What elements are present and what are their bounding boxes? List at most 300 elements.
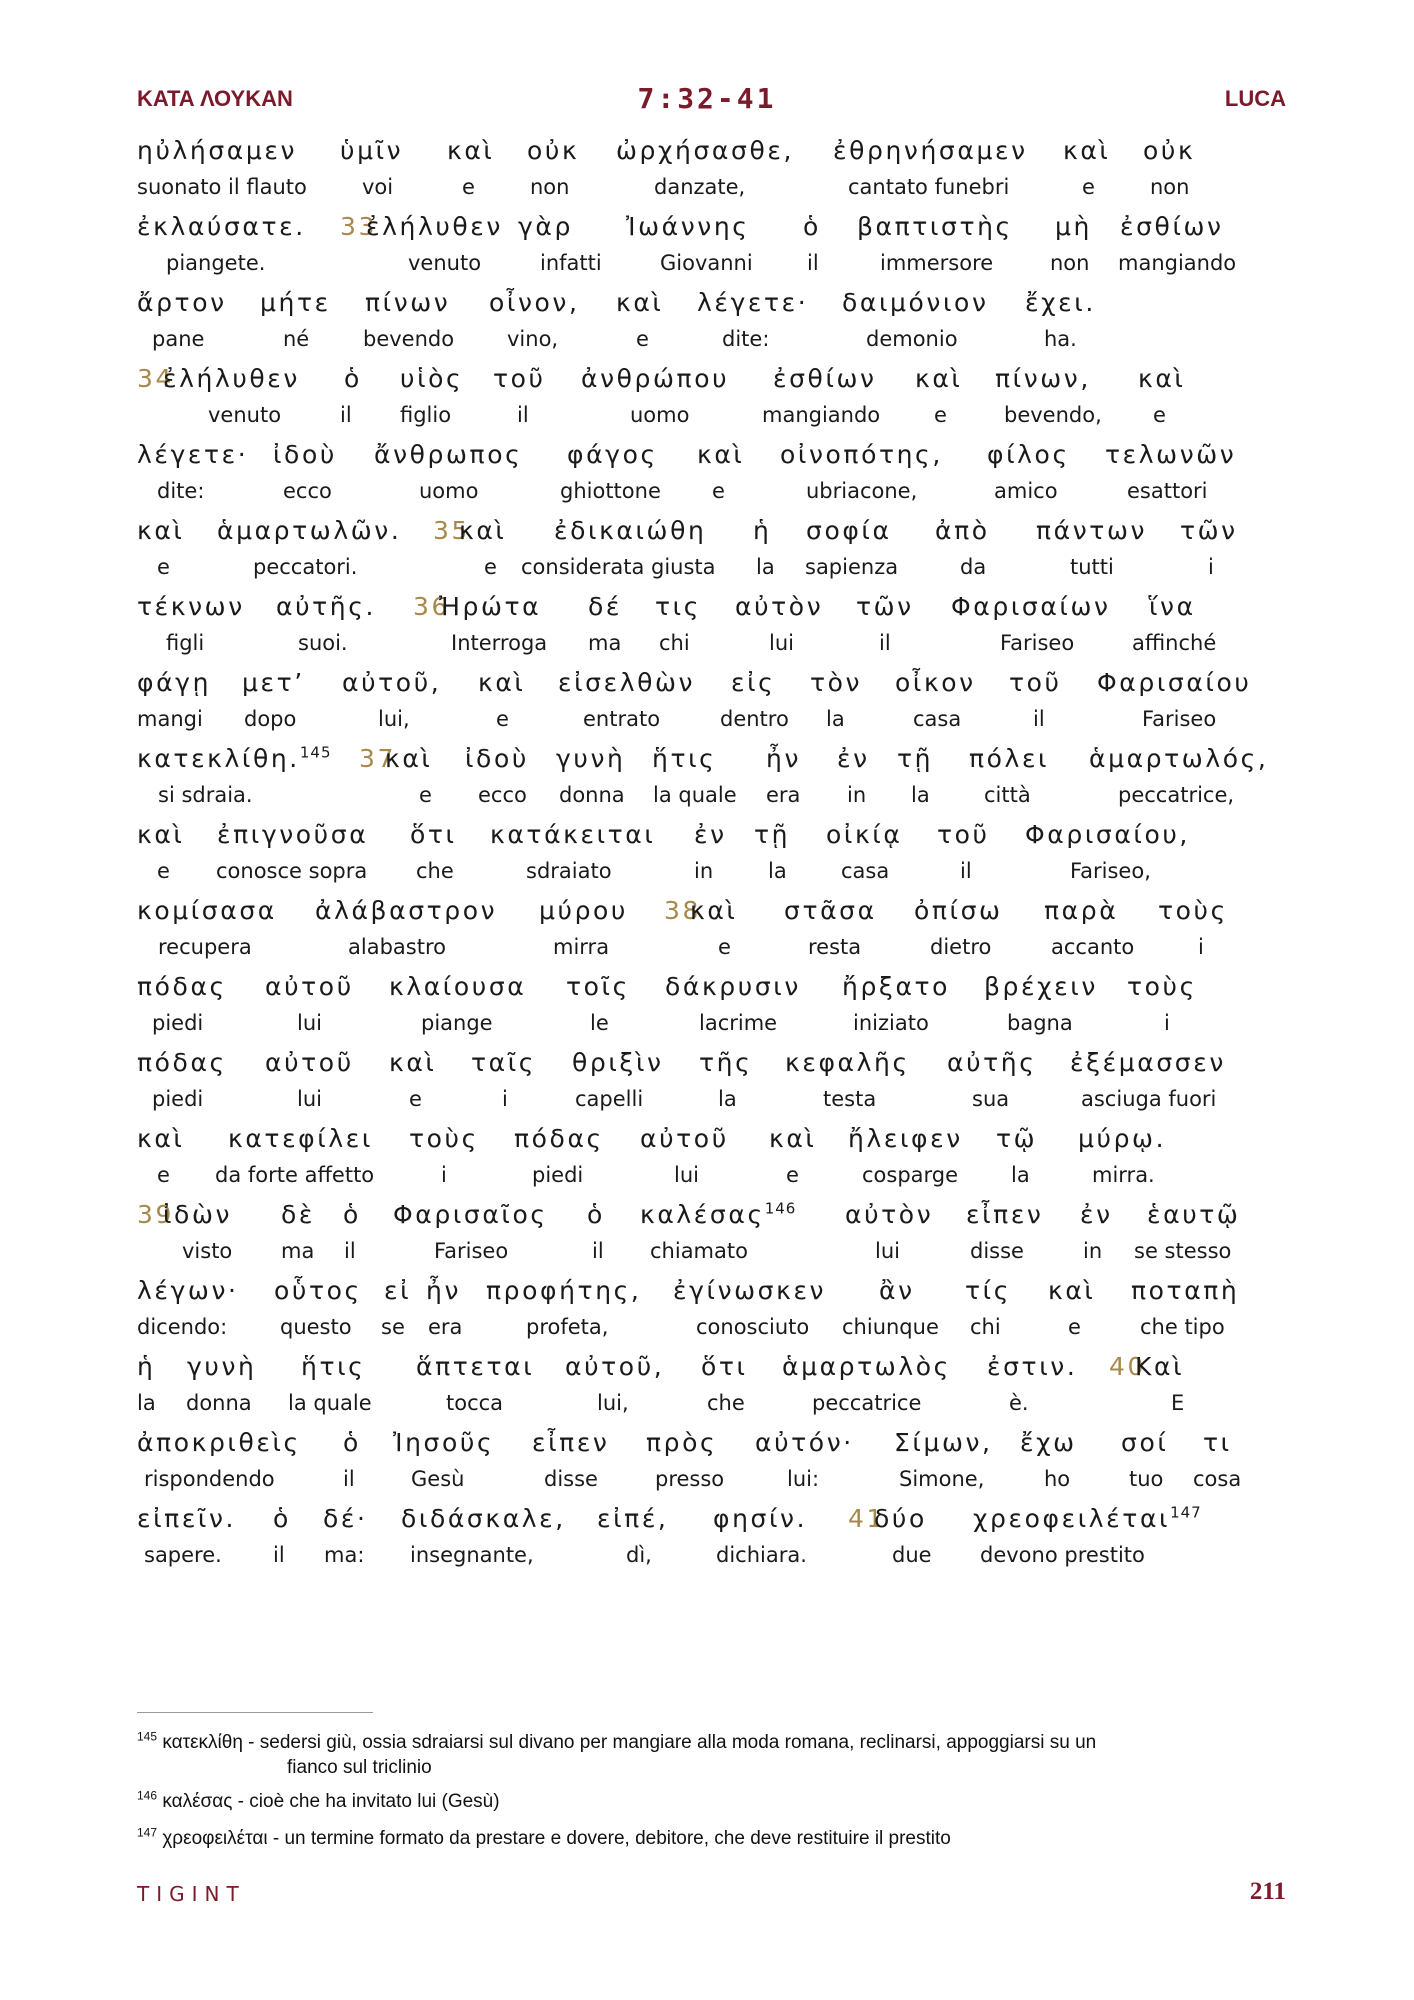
- greek-word: Καὶ: [1135, 1352, 1185, 1381]
- italian-gloss: in: [847, 783, 867, 807]
- greek-word: διδάσκαλε,: [401, 1504, 566, 1533]
- page-number: 211: [1249, 1878, 1286, 1905]
- italian-line: [0, 555, 1414, 583]
- greek-word: ἦν: [426, 1276, 462, 1305]
- italian-gloss: mangiando: [1118, 251, 1237, 275]
- italian-gloss: e: [157, 1163, 170, 1187]
- greek-word: αὐτοῦ,: [342, 668, 442, 697]
- italian-gloss: recupera: [158, 935, 252, 959]
- greek-word: θριξὶν: [572, 1048, 664, 1077]
- italian-gloss: bagna: [1007, 1011, 1073, 1035]
- italian-gloss: città: [984, 783, 1031, 807]
- greek-word-text: κατεκλίθη.: [137, 744, 300, 773]
- greek-word: τις: [655, 592, 701, 621]
- italian-gloss: sua: [972, 1087, 1010, 1111]
- italian-gloss: venuto: [208, 403, 282, 427]
- greek-line: [0, 364, 1414, 398]
- greek-word: εἰσελθὼν: [558, 668, 696, 697]
- greek-word: γὰρ: [518, 212, 573, 241]
- italian-gloss: la: [718, 1087, 737, 1111]
- greek-word: ἔχω: [1020, 1428, 1077, 1457]
- italian-gloss: dite:: [157, 479, 205, 503]
- greek-word: τοὺς: [409, 1124, 479, 1153]
- italian-gloss: e: [1082, 175, 1095, 199]
- italian-gloss: lui: [674, 1163, 699, 1187]
- greek-word: καὶ: [1138, 364, 1186, 393]
- greek-line: [0, 136, 1414, 170]
- greek-word: [973, 1504, 1202, 1533]
- italian-gloss: iniziato: [853, 1011, 929, 1035]
- italian-gloss: sapienza: [805, 555, 899, 579]
- greek-word: σοί: [1121, 1428, 1169, 1457]
- italian-line: [0, 1239, 1414, 1267]
- italian-line: [0, 1315, 1414, 1343]
- italian-gloss: lui: [769, 631, 794, 655]
- greek-word: ἐσθίων: [1120, 212, 1224, 241]
- italian-gloss: se stesso: [1134, 1239, 1232, 1263]
- italian-gloss: voi: [362, 175, 394, 199]
- greek-word: τὸν: [810, 668, 863, 697]
- italian-gloss: conosciuto: [696, 1315, 810, 1339]
- italian-gloss: lui: [875, 1239, 900, 1263]
- italian-gloss: e: [934, 403, 947, 427]
- greek-word: καὶ: [616, 288, 664, 317]
- italian-gloss: alabastro: [348, 935, 446, 959]
- italian-gloss: pane: [152, 327, 205, 351]
- greek-word: Φαρισαίων: [951, 592, 1111, 621]
- italian-gloss: mangiando: [762, 403, 881, 427]
- italian-gloss: lui: [297, 1011, 322, 1035]
- greek-line: [0, 288, 1414, 322]
- greek-word: ηὐλήσαμεν: [137, 136, 298, 165]
- greek-line: [0, 1504, 1414, 1538]
- italian-gloss: e: [462, 175, 475, 199]
- italian-gloss: era: [766, 783, 801, 807]
- italian-gloss: la quale: [653, 783, 737, 807]
- greek-word: ταῖς: [471, 1048, 537, 1077]
- greek-word: μύρῳ.: [1078, 1124, 1167, 1153]
- greek-word: Ἰωάννης: [626, 212, 750, 241]
- greek-word: ἀποκριθεὶς: [137, 1428, 301, 1457]
- greek-word: ὁ: [587, 1200, 605, 1229]
- italian-gloss: Fariseo,: [1070, 859, 1151, 883]
- italian-gloss: il: [344, 1239, 356, 1263]
- footnote-number: 147: [137, 1825, 158, 1840]
- italian-gloss: il: [807, 251, 819, 275]
- greek-word: ἐθρηνήσαμεν: [833, 136, 1028, 165]
- italian-gloss: figlio: [400, 403, 452, 427]
- italian-gloss: sdraiato: [526, 859, 612, 883]
- italian-gloss: il: [879, 631, 891, 655]
- footnote-text: χρεοφειλέται - un termine formato da prestare e dovere, debitore, che deve restituire il prestito: [162, 1828, 951, 1849]
- italian-gloss: mirra.: [1092, 1163, 1155, 1187]
- footnote-ref: 147: [1170, 1503, 1202, 1522]
- greek-word: καὶ: [1048, 1276, 1096, 1305]
- greek-word: εἰ: [384, 1276, 412, 1305]
- italian-gloss: peccatrice,: [1118, 783, 1235, 807]
- italian-gloss: tocca: [446, 1391, 504, 1415]
- greek-line: [0, 212, 1414, 246]
- greek-word: ὠρχήσασθε,: [616, 136, 795, 165]
- greek-word: δύο: [874, 1504, 927, 1533]
- italian-gloss: bevendo,: [1004, 403, 1102, 427]
- italian-gloss: e: [712, 479, 725, 503]
- italian-gloss: ecco: [283, 479, 332, 503]
- greek-word: βρέχειν: [984, 972, 1098, 1001]
- italian-gloss: e: [1068, 1315, 1081, 1339]
- italian-gloss: piedi: [532, 1163, 584, 1187]
- greek-word: ἐγίνωσκεν: [673, 1276, 827, 1305]
- italian-gloss: e: [718, 935, 731, 959]
- greek-word: υἱὸς: [400, 364, 464, 393]
- italian-gloss: Fariseo: [1142, 707, 1217, 731]
- italian-gloss: presso: [655, 1467, 725, 1491]
- italian-gloss: ghiottone: [560, 479, 661, 503]
- italian-gloss: peccatori.: [253, 555, 358, 579]
- italian-gloss: e: [157, 555, 170, 579]
- greek-word: οἶκον: [895, 668, 976, 697]
- greek-word: ἰδοὺ: [465, 744, 529, 773]
- italian-gloss: donna: [186, 1391, 252, 1415]
- greek-word: ἡ: [137, 1352, 156, 1381]
- greek-word: γυνὴ: [556, 744, 626, 773]
- italian-gloss: uomo: [419, 479, 479, 503]
- italian-gloss: chi: [659, 631, 690, 655]
- greek-word-text: χρεοφειλέται: [973, 1504, 1171, 1533]
- italian-gloss: e: [419, 783, 432, 807]
- italian-gloss: accanto: [1051, 935, 1135, 959]
- italian-gloss: dì,: [626, 1543, 652, 1567]
- greek-word: ἐλήλυθεν: [163, 364, 300, 393]
- greek-line: [0, 972, 1414, 1006]
- greek-word: ἁμαρτωλὸς: [782, 1352, 951, 1381]
- italian-gloss: E: [1171, 1391, 1185, 1415]
- italian-gloss: se: [381, 1315, 405, 1339]
- italian-gloss: ma: [281, 1239, 315, 1263]
- italian-gloss: piedi: [152, 1087, 204, 1111]
- greek-word: εἰπέ,: [597, 1504, 669, 1533]
- greek-word: τοὺς: [1127, 972, 1197, 1001]
- greek-word: τοῦ: [1009, 668, 1062, 697]
- italian-gloss: ha.: [1044, 327, 1077, 351]
- greek-word: λέγετε·: [697, 288, 809, 317]
- italian-line: [0, 175, 1414, 203]
- greek-word: ἅπτεται: [416, 1352, 535, 1381]
- greek-word: φάγος: [567, 440, 658, 469]
- italian-gloss: suoi.: [298, 631, 348, 655]
- greek-word: δέ: [588, 592, 623, 621]
- italian-gloss: il: [1033, 707, 1045, 731]
- italian-gloss: e: [636, 327, 649, 351]
- italian-gloss: ma:: [324, 1543, 365, 1567]
- italian-gloss: che: [416, 859, 454, 883]
- greek-line: [0, 1124, 1414, 1158]
- italian-gloss: Simone,: [899, 1467, 985, 1491]
- italian-gloss: uomo: [630, 403, 690, 427]
- italian-gloss: e: [157, 859, 170, 883]
- italian-gloss: che: [707, 1391, 745, 1415]
- italian-gloss: tutti: [1070, 555, 1114, 579]
- greek-word: οἰκίᾳ: [826, 820, 903, 849]
- greek-line: [0, 1428, 1414, 1462]
- italian-gloss: e: [409, 1087, 422, 1111]
- greek-word: καὶ: [459, 516, 507, 545]
- greek-word: ἑαυτῷ: [1147, 1200, 1241, 1229]
- italian-gloss: lui:: [787, 1467, 820, 1491]
- greek-word: πάντων: [1036, 516, 1148, 545]
- footnote-text: καλέσας - cioè che ha invitato lui (Gesù): [162, 1791, 500, 1812]
- greek-word: κατεφίλει: [228, 1124, 373, 1153]
- italian-gloss: la quale: [288, 1391, 372, 1415]
- italian-gloss: chiunque: [842, 1315, 939, 1339]
- greek-word: πόλει: [969, 744, 1050, 773]
- greek-word: ἐλήλυθεν: [366, 212, 503, 241]
- italian-gloss: chi: [970, 1315, 1001, 1339]
- italian-gloss: visto: [182, 1239, 233, 1263]
- greek-word: εἶπεν: [966, 1200, 1044, 1229]
- italian-gloss: casa: [841, 859, 890, 883]
- italian-gloss: dichiara.: [716, 1543, 807, 1567]
- greek-word: ἐξέμασσεν: [1070, 1048, 1226, 1077]
- italian-gloss: e: [496, 707, 509, 731]
- greek-word: φίλος: [987, 440, 1070, 469]
- italian-line: [0, 1011, 1414, 1039]
- italian-gloss: Interroga: [451, 631, 548, 655]
- greek-word: μήτε: [260, 288, 331, 317]
- footnote-ref: 145: [299, 743, 332, 762]
- greek-word: ἐστιν.: [987, 1352, 1078, 1381]
- italian-gloss: ma: [588, 631, 622, 655]
- footnote-145: [137, 1730, 1287, 1780]
- greek-word: οὐκ: [1143, 136, 1196, 165]
- italian-gloss: entrato: [583, 707, 661, 731]
- greek-word: τῷ: [996, 1124, 1038, 1153]
- greek-word: τῶν: [856, 592, 914, 621]
- greek-word: ἥτις: [301, 1352, 366, 1381]
- italian-gloss: figli: [166, 631, 205, 655]
- greek-word: δάκρυσιν: [665, 972, 801, 1001]
- greek-word: καὶ: [478, 668, 526, 697]
- italian-gloss: piange: [421, 1011, 493, 1035]
- italian-gloss: considerata giusta: [521, 555, 716, 579]
- italian-gloss: non: [1150, 175, 1190, 199]
- book-title-greek: ΚΑΤΑ ΛΟΥΚΑΝ: [137, 86, 293, 111]
- greek-word: λέγετε·: [137, 440, 249, 469]
- italian-gloss: affinché: [1132, 631, 1217, 655]
- italian-gloss: mangi: [137, 707, 203, 731]
- italian-gloss: piangete.: [166, 251, 266, 275]
- greek-word-text: καλέσας: [640, 1200, 765, 1229]
- footnote-ref: 146: [764, 1199, 797, 1218]
- greek-line: [0, 896, 1414, 930]
- greek-word: φησίν.: [713, 1504, 808, 1533]
- greek-word: μετ’: [242, 668, 305, 697]
- italian-gloss: la: [911, 783, 930, 807]
- greek-word: κλαίουσα: [389, 972, 527, 1001]
- greek-word: πόδας: [514, 1124, 604, 1153]
- greek-word: καὶ: [1063, 136, 1111, 165]
- greek-word: ἥτις: [652, 744, 717, 773]
- greek-word: τίς: [965, 1276, 1011, 1305]
- footnote-number: 145: [137, 1729, 158, 1744]
- greek-word: τῆς: [699, 1048, 753, 1077]
- italian-gloss: cantato funebri: [848, 175, 1010, 199]
- italian-gloss: la: [756, 555, 775, 579]
- greek-line: [0, 440, 1414, 474]
- greek-word: ἐν: [837, 744, 870, 773]
- italian-gloss: dopo: [244, 707, 297, 731]
- italian-gloss: non: [530, 175, 570, 199]
- italian-line: [0, 251, 1414, 279]
- italian-gloss: la: [137, 1391, 156, 1415]
- italian-gloss: il: [340, 403, 352, 427]
- italian-gloss: donna: [559, 783, 625, 807]
- italian-gloss: chiamato: [650, 1239, 748, 1263]
- italian-gloss: insegnante,: [410, 1543, 534, 1567]
- italian-gloss: né: [283, 327, 310, 351]
- italian-gloss: dietro: [930, 935, 992, 959]
- greek-word: εἰς: [731, 668, 776, 697]
- greek-word: δέ·: [323, 1504, 368, 1533]
- greek-word: οὗτος: [274, 1276, 362, 1305]
- greek-word: σοφία: [806, 516, 892, 545]
- greek-word: τελωνῶν: [1105, 440, 1237, 469]
- greek-word: καὶ: [915, 364, 963, 393]
- book-title-italian: LUCA: [1224, 86, 1286, 111]
- italian-gloss: il: [273, 1543, 285, 1567]
- greek-word: καὶ: [385, 744, 433, 773]
- greek-word: ἄνθρωπος: [374, 440, 523, 469]
- italian-gloss: Giovanni: [660, 251, 753, 275]
- italian-gloss: e: [1153, 403, 1166, 427]
- verse-number: 39: [137, 1200, 175, 1229]
- footnote-text-continued: fianco sul triclinio: [287, 1757, 432, 1778]
- italian-gloss: Fariseo: [1000, 631, 1075, 655]
- italian-gloss: demonio: [866, 327, 958, 351]
- verse-number: 41: [848, 1504, 886, 1533]
- greek-word: ἐπιγνοῦσα: [217, 820, 369, 849]
- greek-word: πόδας: [137, 972, 227, 1001]
- greek-word: αὐτοῦ: [640, 1124, 729, 1153]
- italian-gloss: che tipo: [1140, 1315, 1225, 1339]
- greek-word: ὁ: [343, 1428, 361, 1457]
- greek-word: αὐτὸν: [735, 592, 824, 621]
- italian-gloss: questo: [280, 1315, 352, 1339]
- italian-gloss: il: [960, 859, 972, 883]
- italian-gloss: piedi: [152, 1011, 204, 1035]
- greek-word: λέγων·: [137, 1276, 239, 1305]
- italian-line: [0, 327, 1414, 355]
- italian-gloss: infatti: [540, 251, 602, 275]
- verse-number: 33: [340, 212, 378, 241]
- italian-gloss: devono prestito: [980, 1543, 1145, 1567]
- italian-line: [0, 1467, 1414, 1495]
- greek-word: τοῖς: [566, 972, 630, 1001]
- greek-word: προφήτης,: [486, 1276, 642, 1305]
- greek-word: καὶ: [137, 516, 185, 545]
- greek-word: ἁμαρτωλός,: [1089, 744, 1269, 773]
- greek-word: ὁ: [273, 1504, 291, 1533]
- verse-number: 34: [137, 364, 175, 393]
- greek-word: [137, 744, 332, 773]
- italian-line: [0, 1543, 1414, 1571]
- italian-gloss: peccatrice: [812, 1391, 922, 1415]
- greek-line: [0, 1200, 1414, 1234]
- greek-word: ὁ: [344, 364, 362, 393]
- greek-word: πίνων: [365, 288, 451, 317]
- italian-gloss: dite:: [722, 327, 770, 351]
- italian-gloss: resta: [808, 935, 862, 959]
- greek-word: ὑμῖν: [340, 136, 404, 165]
- italian-gloss: i: [1164, 1011, 1170, 1035]
- verse-number: 40: [1109, 1352, 1147, 1381]
- italian-gloss: Gesù: [411, 1467, 465, 1491]
- greek-word: [640, 1200, 796, 1229]
- greek-word: ἐδικαιώθη: [554, 516, 707, 545]
- greek-word: πόδας: [137, 1048, 227, 1077]
- italian-gloss: ubriacone,: [806, 479, 918, 503]
- greek-line: [0, 592, 1414, 626]
- greek-word: στᾶσα: [784, 896, 877, 925]
- greek-line: [0, 820, 1414, 854]
- greek-word: καὶ: [389, 1048, 437, 1077]
- italian-gloss: i: [1198, 935, 1204, 959]
- greek-word: ἡ: [753, 516, 772, 545]
- greek-word: αὐτῆς.: [276, 592, 377, 621]
- greek-word: αὐτοῦ: [265, 972, 354, 1001]
- italian-gloss: e: [484, 555, 497, 579]
- greek-line: [0, 1352, 1414, 1386]
- greek-word: Ἰησοῦς: [393, 1428, 495, 1457]
- footnote-divider: [137, 1712, 373, 1713]
- greek-word: ἂν: [879, 1276, 915, 1305]
- greek-word: Ἠρώτα: [439, 592, 542, 621]
- italian-gloss: asciuga fuori: [1081, 1087, 1217, 1111]
- greek-word: μὴ: [1055, 212, 1092, 241]
- greek-word: ἐν: [1080, 1200, 1113, 1229]
- greek-word: ἰδοὺ: [273, 440, 337, 469]
- italian-gloss: cosparge: [862, 1163, 959, 1187]
- italian-line: [0, 859, 1414, 887]
- greek-word: ποταπὴ: [1131, 1276, 1240, 1305]
- italian-gloss: lacrime: [699, 1011, 778, 1035]
- greek-word: οὐκ: [527, 136, 580, 165]
- greek-word: Φαρισαῖος: [393, 1200, 548, 1229]
- greek-word: ἰδὼν: [163, 1200, 233, 1229]
- greek-word: ὁ: [343, 1200, 361, 1229]
- greek-word: πίνων,: [995, 364, 1091, 393]
- italian-gloss: le: [590, 1011, 609, 1035]
- italian-gloss: danzate,: [654, 175, 746, 199]
- italian-gloss: immersore: [880, 251, 994, 275]
- greek-word: οἶνον,: [489, 288, 580, 317]
- greek-word: κομίσασα: [137, 896, 277, 925]
- greek-word: δὲ: [281, 1200, 316, 1229]
- verse-number: 36: [413, 592, 451, 621]
- greek-word: ὅτι: [410, 820, 457, 849]
- italian-line: [0, 935, 1414, 963]
- footnote-text: κατεκλίθη - sedersi giù, ossia sdraiarsi sul divano per mangiare alla moda romana, reclinarsi, appoggiarsi su un: [162, 1732, 1097, 1753]
- greek-word: Φαρισαίου,: [1025, 820, 1190, 849]
- italian-gloss: la: [826, 707, 845, 731]
- italian-gloss: dicendo:: [137, 1315, 228, 1339]
- italian-gloss: mirra: [553, 935, 610, 959]
- greek-word: τῇ: [897, 744, 934, 773]
- greek-word: τι: [1203, 1428, 1232, 1457]
- greek-word: ἐκλαύσατε.: [137, 212, 306, 241]
- italian-line: [0, 1087, 1414, 1115]
- italian-gloss: la: [1011, 1163, 1030, 1187]
